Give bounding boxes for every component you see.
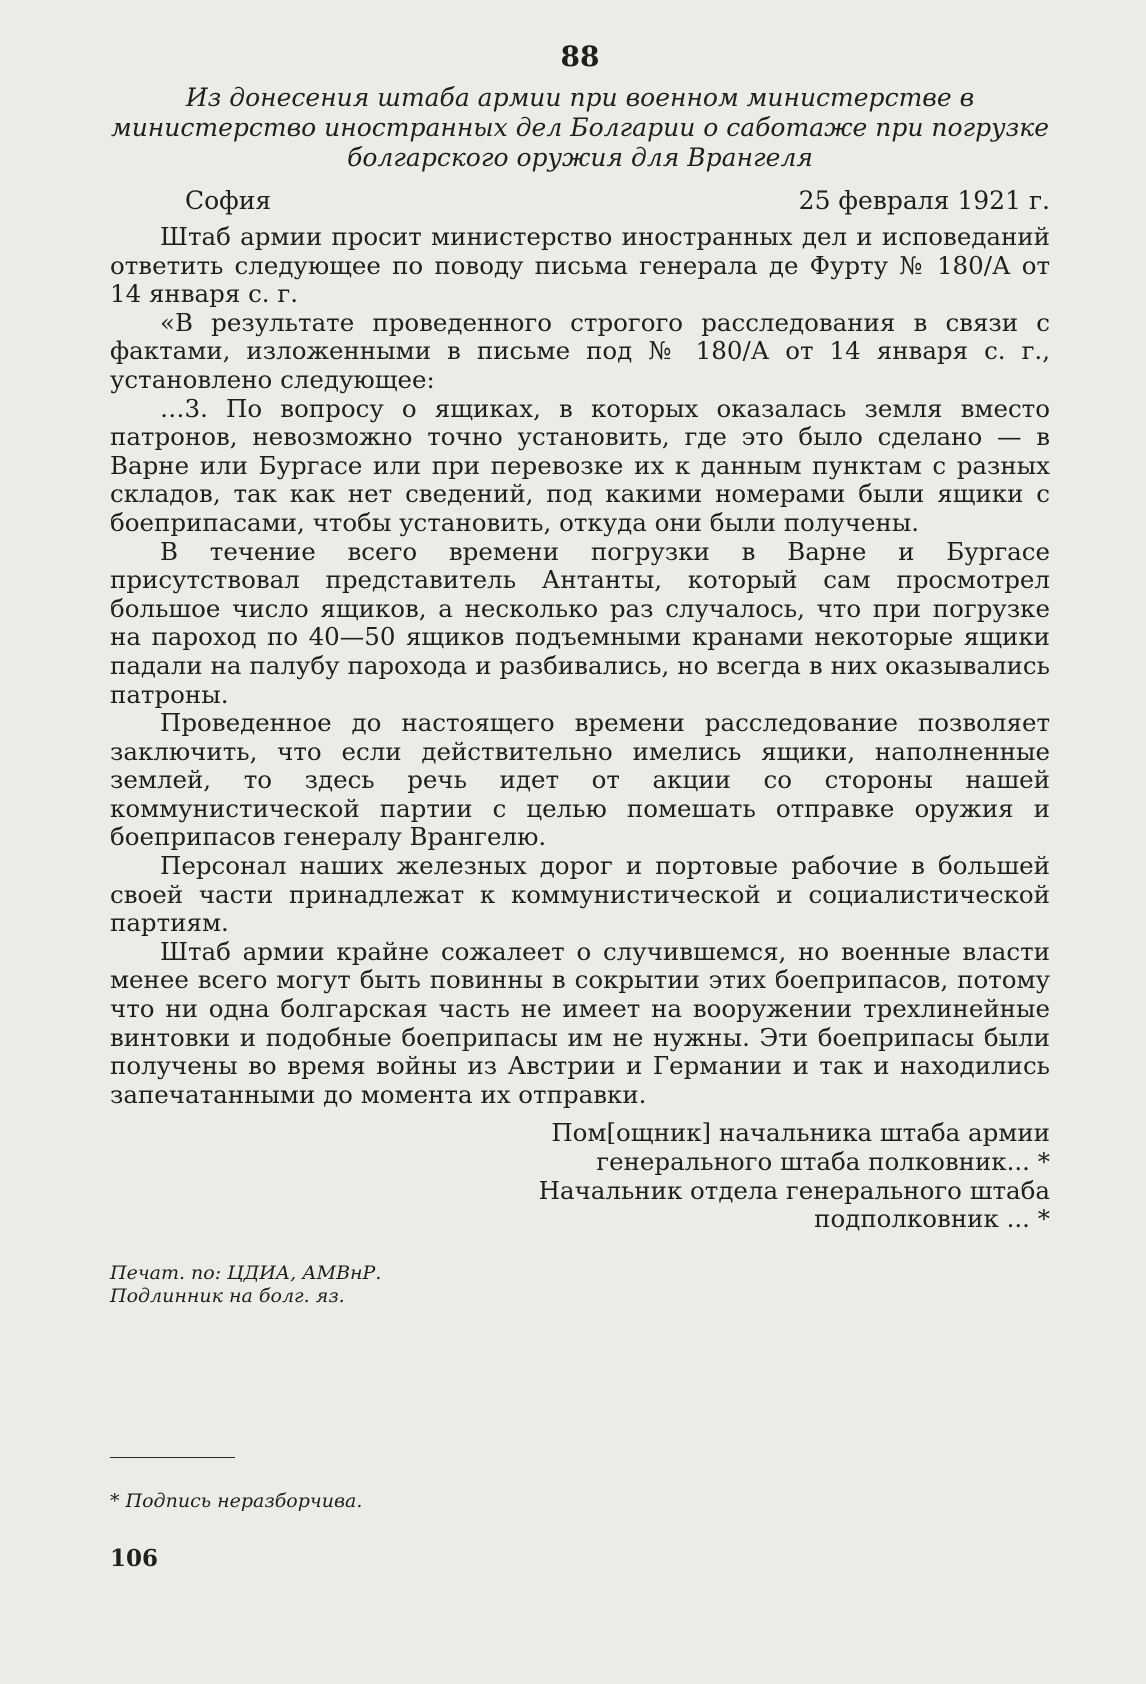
- signature-line: подполковник ... *: [814, 1204, 1050, 1234]
- document-number: 88: [560, 40, 600, 73]
- footnote: * Подпись неразборчива.: [110, 1490, 363, 1512]
- document-date: 25 февраля 1921 г.: [798, 186, 1050, 215]
- document-title: Из донесения штаба армии при военном министерстве в министерство иностранных дел Болгарии о саботаже при погрузке болгарского оружия для Врангеля: [110, 83, 1050, 172]
- signature-line: Начальник отдела генерального штаба: [538, 1175, 1050, 1205]
- source-line: Подлинник на болг. яз.: [110, 1284, 345, 1307]
- paragraph: «В результате проведенного строгого расследования в связи с фактами, изложенными в письме под № 180/А от 14 января с. г., установлено следующее:: [110, 307, 1050, 394]
- page-number: 106: [110, 1545, 159, 1572]
- paragraph: Персонал наших железных дорог и портовые рабочие в большей своей части принадлежат к коммунистической и социалистической партиям.: [110, 851, 1050, 938]
- paragraph: Проведенное до настоящего времени расследование позволяет заключить, что если действительно имелись ящики, наполненные землей, то здесь речь идет от акции со стороны нашей коммунистической партии с целью помешать отправке оружия и боеприпасов генералу Врангелю.: [110, 708, 1050, 852]
- signature-block: [110, 1119, 1050, 1233]
- paragraph: Штаб армии крайне сожалеет о случившемся, но военные власти менее всего могут быть повинны в сокрытии этих боеприпасов, потому что ни одна болгарская часть не имеет на вооружении трехлинейные винтовки и подобные боеприпасы им не нужны. Эти боеприпасы были получены во время войны из Австрии и Германии и так и находились запечатанными до момента их отправки.: [110, 936, 1050, 1109]
- source-line: Печат. по: ЦДИА, АМВнР.: [110, 1261, 382, 1284]
- paragraph: В течение всего времени погрузки в Варне и Бургасе присутствовал представитель Антанты, который сам просмотрел большое число ящиков, а несколько раз случалось, что при погрузке на пароход по 40—50 ящиков подъемными кранами некоторые ящики падали на палубу парохода и разбивались, но всегда в них оказывались патроны.: [110, 536, 1050, 709]
- place-date-line: [110, 185, 1050, 217]
- paragraph: Штаб армии просит министерство иностранных дел и исповеданий ответить следующее по поводу письма генерала де Фурту № 180/А от 14 января с. г.: [110, 222, 1050, 309]
- source-note: [110, 1262, 1050, 1308]
- signature-line: Пом[ощник] начальника штаба армии: [551, 1118, 1050, 1148]
- document-page: [110, 40, 1050, 1660]
- document-body: [110, 223, 1050, 1109]
- signature-line: генерального штаба полковник... *: [596, 1147, 1050, 1176]
- document-place: София: [185, 186, 272, 215]
- paragraph: …3. По вопросу о ящиках, в которых оказалась земля вместо патронов, невозможно точно установить, где это было сделано — в Варне или Бургасе или при перевозке их к данным пунктам с разных складов, так как нет сведений, под какими номерами были ящики с боеприпасами, чтобы установить, откуда они были получены.: [110, 393, 1050, 537]
- footnote-divider: [110, 1457, 235, 1458]
